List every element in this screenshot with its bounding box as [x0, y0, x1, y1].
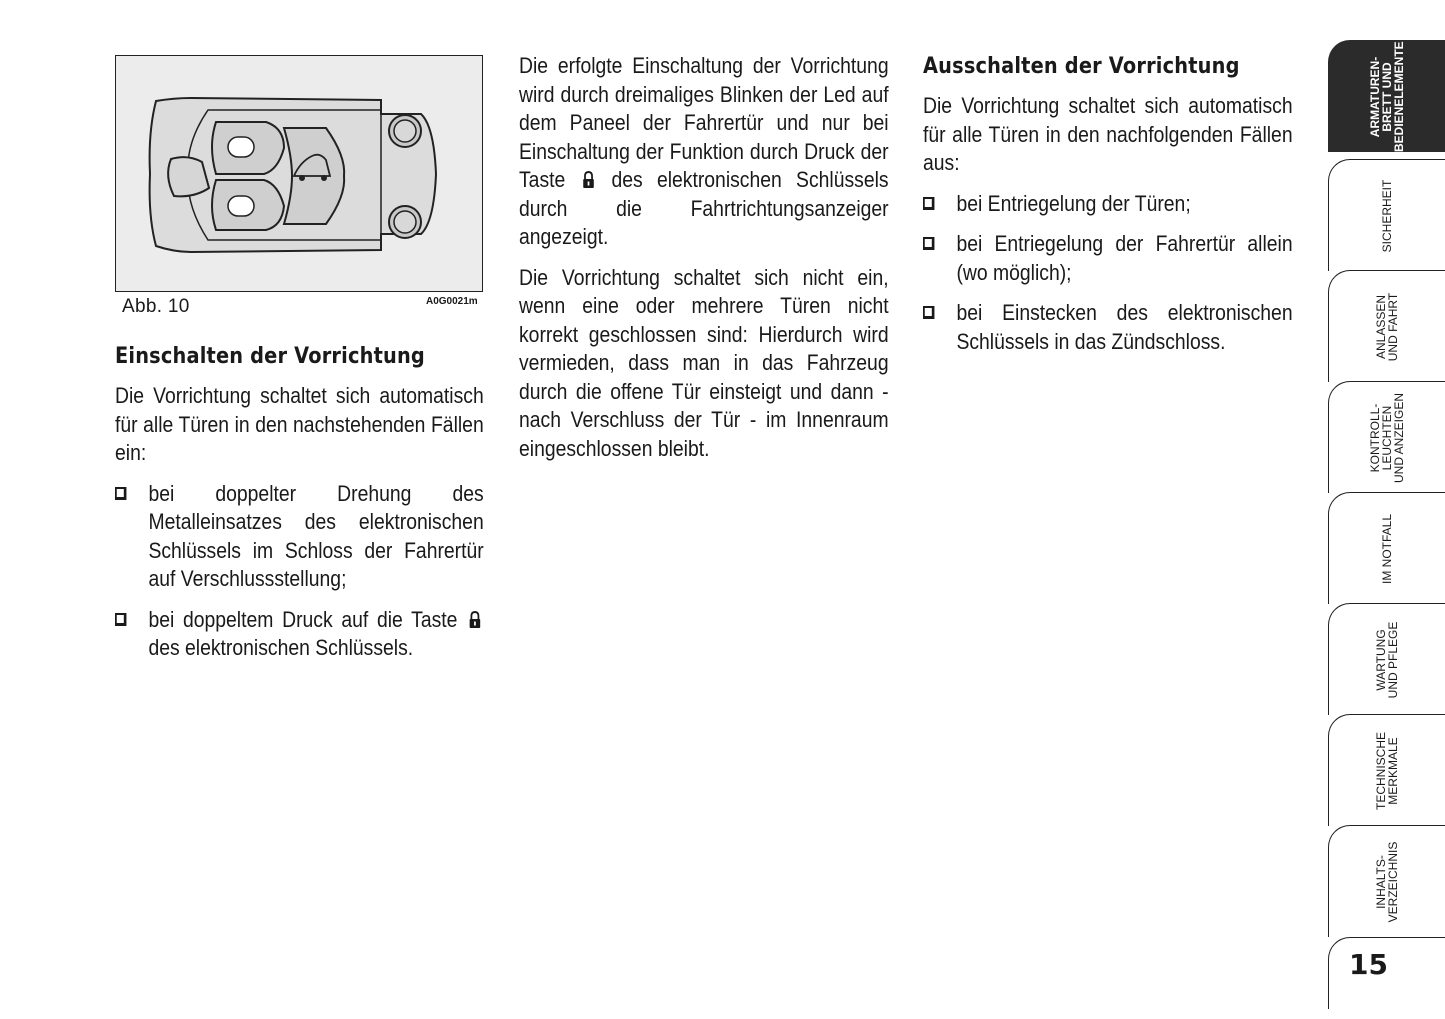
tab-label: TECHNISCHE MERKMALE	[1374, 732, 1400, 811]
bullet-box-icon	[115, 487, 126, 500]
lock-icon	[582, 171, 594, 189]
bullet-box-icon	[923, 306, 934, 319]
tab-anlassen[interactable]	[1328, 270, 1445, 382]
intro-ausschalten: Die Vorrichtung schaltet sich automatisch für alle Türen in den nachfolgenden Fällen aus:	[923, 93, 1293, 175]
tab-label: SICHERHEIT	[1380, 179, 1394, 253]
tab-inhaltsverzeichnis[interactable]	[1328, 825, 1445, 937]
list-item	[115, 606, 484, 663]
page-number-area	[1328, 937, 1445, 1009]
page-number: 15	[1349, 948, 1388, 981]
bullet-box-icon	[923, 197, 934, 210]
bullet-text: bei Einstecken des elektronischen Schlüssels in das Zündschloss.	[956, 300, 1293, 354]
paragraph: Die Vorrichtung schaltet sich nicht ein, wenn eine oder mehrere Türen nicht korrekt geschlossen sind: Hierdurch wird vermieden, dass man in das Fahrzeug durch die offene Tür einsteigt und dann - nach Verschluss der Tür - im Innenraum eingeschlossen bleibt.	[519, 264, 889, 461]
paragraph-text: Die erfolgte Einschaltung der Vorrichtung wird durch dreimaliges Blinken der Led auf dem Paneel der Fahrertür und nur bei Einschaltung der Funktion durch Druck der Taste	[519, 53, 889, 192]
list-item	[923, 190, 1293, 219]
bullet-text: bei doppeltem Druck auf die Taste	[148, 606, 458, 632]
chapter-tabs	[1328, 40, 1445, 1009]
tab-label: IM NOTFALL	[1380, 514, 1394, 585]
column-1	[115, 342, 484, 675]
tab-label: ARMATUREN- BRETT UND BEDIENELEMENTE	[1368, 41, 1406, 152]
paragraph-text: des elektronischen Schlüssels durch die Fahrtrichtungsanzeiger angezeigt.	[519, 167, 889, 249]
key-fob-illustration	[116, 56, 484, 293]
column-3	[923, 52, 1293, 368]
tab-label: KONTROLL- LEUCHTEN UND ANZEIGEN	[1368, 393, 1406, 484]
heading-ausschalten: Ausschalten der Vorrichtung	[923, 54, 1240, 79]
tab-kontrollleuchten[interactable]	[1328, 381, 1445, 493]
list-item	[923, 230, 1293, 287]
tab-label: WARTUNG UND PFLEGE	[1374, 621, 1400, 699]
key-fob-figure	[115, 55, 483, 292]
tab-sicherheit[interactable]	[1328, 159, 1445, 271]
tab-technische-merkmale[interactable]	[1328, 714, 1445, 826]
tab-label: INHALTS- VERZEICHNIS	[1374, 841, 1400, 923]
figure-caption: Abb. 10	[122, 296, 190, 317]
column-2	[519, 52, 889, 475]
paragraph	[519, 52, 889, 252]
bullet-text: bei Entriegelung der Fahrertür allein (wo möglich);	[956, 231, 1293, 285]
list-item	[115, 480, 484, 594]
intro-einschalten: Die Vorrichtung schaltet sich automatisch für alle Türen in den nachstehenden Fällen ein:	[115, 383, 484, 465]
list-item	[923, 299, 1293, 356]
bullet-box-icon	[115, 613, 126, 626]
tab-label: ANLASSEN UND FAHRT	[1374, 292, 1400, 362]
lock-icon	[469, 611, 481, 629]
tab-wartung[interactable]	[1328, 603, 1445, 715]
figure-code: A0G0021m	[426, 296, 478, 307]
bullet-text: bei Entriegelung der Türen;	[956, 190, 1191, 216]
tab-im-notfall[interactable]	[1328, 492, 1445, 604]
bullet-text: des elektronischen Schlüssels.	[148, 635, 414, 660]
bullet-box-icon	[923, 237, 934, 250]
bullet-text: bei doppelter Drehung des Metalleinsatzes des elektronischen Schlüssels im Schloss der Fahrertür auf Verschlussstellung;	[148, 480, 484, 591]
tab-armaturenbrett[interactable]	[1328, 40, 1445, 152]
heading-einschalten: Einschalten der Vorrichtung	[115, 344, 425, 369]
